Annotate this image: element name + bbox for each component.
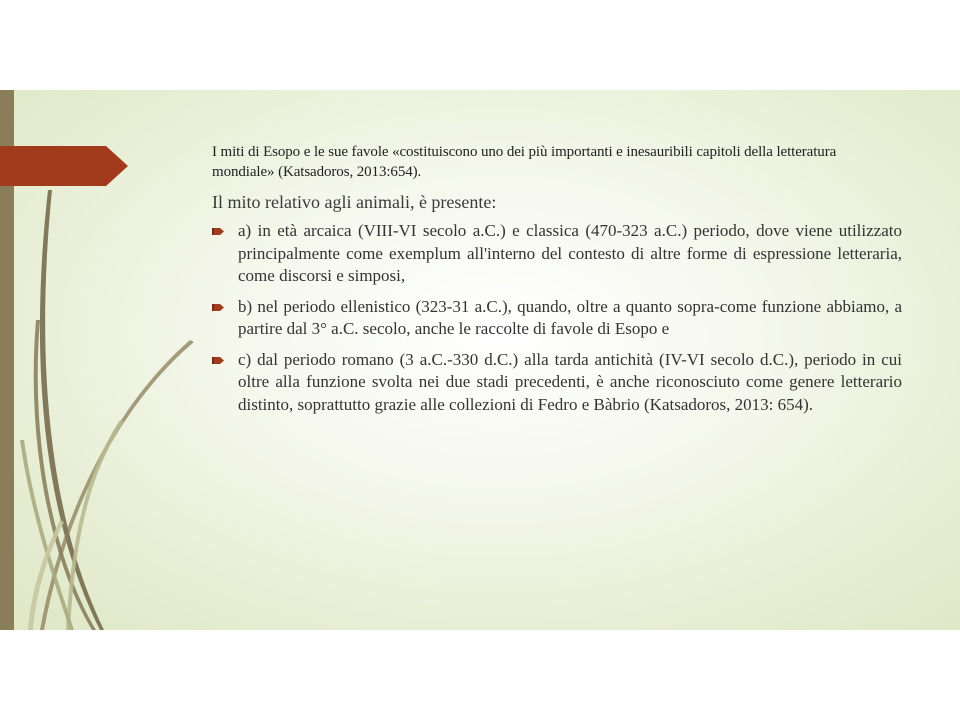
slide — [0, 90, 960, 630]
pencil-bullet-icon — [212, 226, 224, 237]
red-arrow-shape — [0, 146, 130, 186]
list-item — [212, 296, 902, 341]
list-item-text: c) dal periodo romano (3 a.C.-330 d.C.) alla tarda antichità (IV-VI secolo d.C.), periodo in cui oltre alla funzione svolta nei due stadi precedenti, è anche riconosciuto come genere letterario distinto, soprattutto grazie alle collezioni di Fedro e Bàbrio (Katsadoros, 2013: 654). — [238, 349, 902, 414]
lead-sentence: Il mito relativo agli animali, è presente: — [212, 192, 497, 212]
bullet-list — [212, 220, 902, 416]
list-item-text: a) in età arcaica (VIII-VI secolo a.C.) e classica (470-323 a.C.) periodo, dove viene utilizzato principalmente come exemplum all'interno del contesto di altre forme di espressione letteraria, come discorsi e simposi, — [238, 221, 902, 285]
slide-content — [212, 142, 902, 424]
list-item-text: b) nel periodo ellenistico (323-31 a.C.), quando, oltre a quanto sopra-come funzione abbiamo, a partire dal 3° a.C. secolo, anche le raccolte di favole di Esopo e — [238, 296, 902, 338]
pencil-bullet-icon — [212, 355, 224, 366]
list-item — [212, 220, 902, 288]
list-item — [212, 349, 902, 417]
pencil-bullet-icon — [212, 302, 224, 313]
intro-quote: I miti di Esopo e le sue favole «costituiscono uno dei più importanti e inesauribili capitoli della letteratura mondiale» (Katsadoros, 2013:654). — [212, 144, 837, 180]
